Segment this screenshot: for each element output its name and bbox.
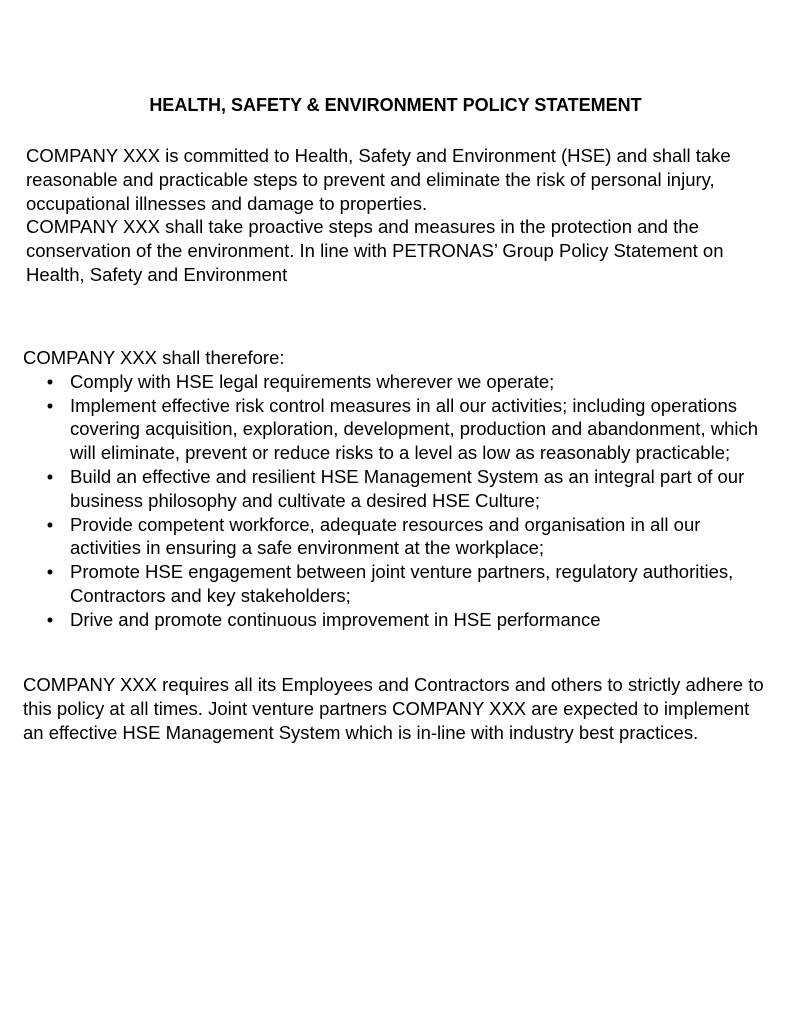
- commitment-text: Build an effective and resilient HSE Management System as an integral part of our business philosophy and cultivate a desired HSE Culture;: [70, 465, 745, 511]
- bullet-icon: •: [46, 370, 54, 392]
- commitment-text: Drive and promote continuous improvement in HSE performance: [70, 608, 601, 630]
- commitment-text: Implement effective risk control measures in all our activities; including operations covering acquisition, exploration, development, production and abandonment, which will eliminate, prevent or reduce risks to a level as low as reasonably practicable;: [70, 394, 759, 464]
- bullet-icon: •: [46, 513, 54, 535]
- commitment-text: Promote HSE engagement between joint venture partners, regulatory authorities, Contractors and key stakeholders;: [70, 561, 734, 606]
- list-item: [23, 560, 771, 608]
- list-item: [23, 608, 771, 632]
- list-item: [23, 513, 771, 561]
- list-item: [23, 465, 771, 513]
- commitments-lead: COMPANY XXX shall therefore:: [23, 347, 285, 368]
- closing-paragraph: COMPANY XXX requires all its Employees and Contractors and others to strictly adhere to this policy at all times. Joint venture partners COMPANY XXX are expected to implement an effective HSE Management System which is in-line with industry best practices.: [23, 674, 764, 743]
- bullet-icon: •: [46, 394, 54, 416]
- commitment-text: Provide competent workforce, adequate resources and organisation in all our activities in ensuring a safe environment at the workplace;: [70, 513, 701, 559]
- intro-paragraph-commitment: COMPANY XXX is committed to Health, Safety and Environment (HSE) and shall take reasonable and practicable steps to prevent and eliminate the risk of personal injury, occupational illnesses and damage to properties.: [26, 145, 731, 214]
- bullet-icon: •: [46, 561, 54, 583]
- intro-section: [26, 144, 766, 287]
- bullet-icon: •: [46, 465, 54, 487]
- intro-paragraph-environment: COMPANY XXX shall take proactive steps and measures in the protection and the conservation of the environment. In line with PETRONAS’ Group Policy Statement on Health, Safety and Environment: [26, 216, 724, 285]
- bullet-icon: •: [46, 608, 54, 630]
- commitments-list: [23, 370, 771, 632]
- list-item: [23, 394, 771, 465]
- list-item: [23, 370, 771, 394]
- commitments-section: [23, 346, 771, 640]
- policy-title: HEALTH, SAFETY & ENVIRONMENT POLICY STATEMENT: [149, 95, 642, 115]
- commitment-text: Comply with HSE legal requirements wherever we operate;: [70, 370, 555, 392]
